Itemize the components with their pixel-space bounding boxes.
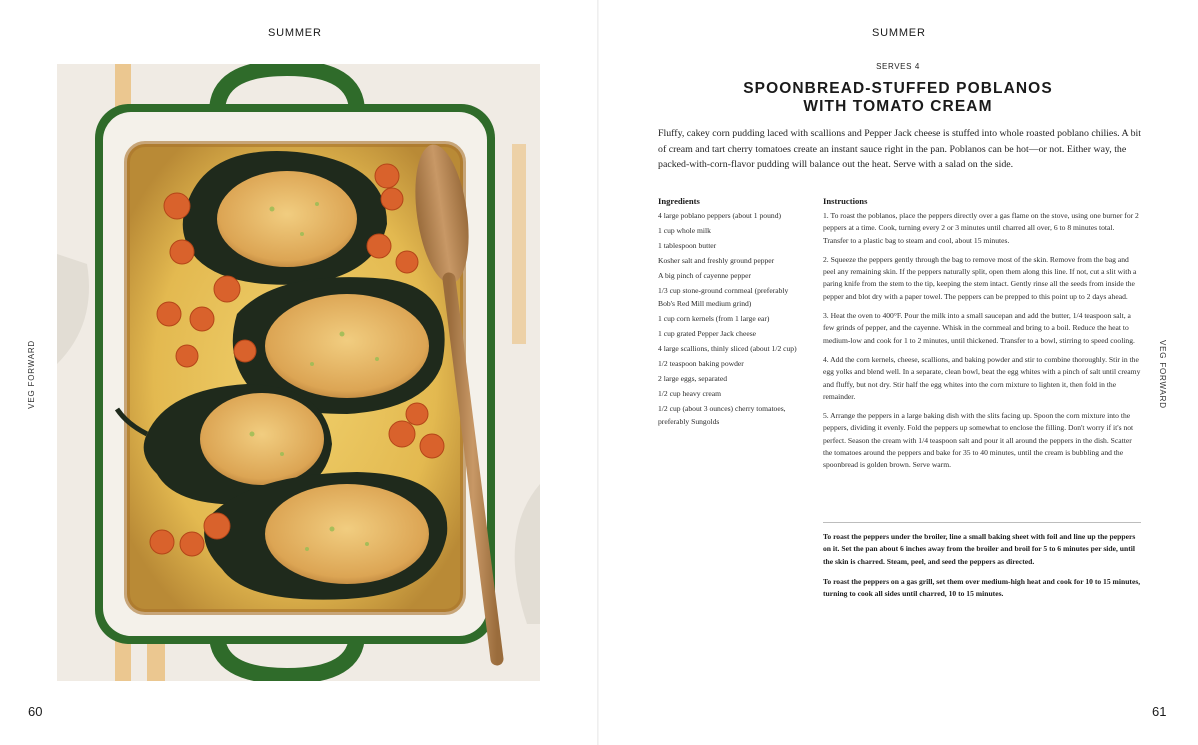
instructions-heading: Instructions bbox=[823, 196, 868, 206]
recipe-photo bbox=[57, 64, 540, 681]
ingredient-item: 1/2 teaspoon baking powder bbox=[658, 359, 744, 369]
side-tab-left: VEG FORWARD bbox=[27, 340, 36, 409]
recipe-title bbox=[648, 80, 1148, 116]
tip-broiler: To roast the peppers under the broiler, line a small baking sheet with foil and line up the peppers on it. Set the pan about 6 inches away from the broiler and broil for 5 to 6 minutes per side, until the skin is charred. Steam, peel, and seed the peppers as directed. bbox=[823, 532, 1136, 566]
serves-label: SERVES 4 bbox=[876, 62, 920, 71]
running-head-left: SUMMER bbox=[268, 27, 322, 39]
ingredient-item: 1 cup whole milk bbox=[658, 226, 711, 236]
ingredient-item: 4 large scallions, thinly sliced (about 1/2 cup) bbox=[658, 344, 797, 354]
page-number-left: 60 bbox=[28, 704, 43, 719]
recipe-intro: Fluffy, cakey corn pudding laced with scallions and Pepper Jack cheese is stuffed into whole roasted poblano chilies. A bit of cream and tart cherry tomatoes create an instant sauce right in the pan. Poblanos can be hot—or not. Either way, the packed-with-corn-flavor pudding will balance out the heat. Serve with a salad on the side. bbox=[658, 128, 1142, 170]
instructions-column bbox=[823, 196, 1141, 479]
ingredient-item: A big pinch of cayenne pepper bbox=[658, 271, 751, 281]
ingredient-item: 1 cup corn kernels (from 1 large ear) bbox=[658, 313, 770, 323]
ingredient-item: 1/3 cup stone-ground cornmeal (preferably Bob's Red Mill medium grind) bbox=[658, 286, 789, 308]
ingredient-item: 4 large poblano peppers (about 1 pound) bbox=[658, 211, 782, 220]
ingredient-item: 2 large eggs, separated bbox=[658, 374, 728, 384]
ingredient-item: 1 tablespoon butter bbox=[658, 241, 717, 251]
instruction-step: 3. Heat the oven to 400°F. Pour the milk into a small saucepan and add the butter, 1/4 teaspoon salt, a few grinds of pepper, and the cayenne. Whisk in the cornmeal and bring to a boil. Reduce the heat to medium-low and cook for 1 to 2 minutes, until thickened. Transfer to a bowl, stirring to speed cooling. bbox=[823, 311, 1135, 345]
page-number-right: 61 bbox=[1152, 704, 1167, 719]
ingredient-item: 1/2 cup heavy cream bbox=[658, 389, 722, 399]
instruction-step: 2. Squeeze the peppers gently through the bag to remove most of the skin. Remove from the bag and peel any remaining skin. If the peppers naturally split, open them along this line. If not, cut a slit with a paring knife from the stem to the tip, keeping the stem intact. Gently rinse all the seeds from inside the pepper and blot dry with a paper towel. The peppers can be prepped to this point up to 2 days ahead. bbox=[823, 254, 1137, 301]
stuffed-poblanos-photo bbox=[57, 64, 540, 681]
tip-gas-grill: To roast the peppers on a gas grill, set them over medium-high heat and cook for 10 to 15 minutes, turning to cook all sides until charred, 10 to 15 minutes. bbox=[823, 576, 1141, 599]
side-tab-right: VEG FORWARD bbox=[1158, 340, 1167, 409]
instruction-step: 5. Arrange the peppers in a large baking dish with the slits facing up. Spoon the corn mixture into the peppers, dividing it evenly. Fold the peppers up somewhat to enclose the filling. Don't worry if it's not perfect. Season the cream with 1/4 teaspoon salt and pour it all around the peppers in the dish. Scatter the tomatoes around the peppers and bake for 35 to 40 minutes, until the cream is bubbling and the spoonbread is golden brown. Serve warm. bbox=[823, 411, 1134, 470]
recipe-title-line-2: WITH TOMATO CREAM bbox=[803, 98, 993, 115]
instruction-step: 1. To roast the poblanos, place the peppers directly over a gas flame on the stove, using one burner for 2 peppers at a time. Cook, turning every 2 or 3 minutes until charred all over, 6 to 8 minutes total. Transfer to a plastic bag to steam and cool, about 15 minutes. bbox=[823, 211, 1139, 245]
ingredients-heading: Ingredients bbox=[658, 196, 700, 206]
tips-section bbox=[823, 531, 1141, 608]
ingredients-column bbox=[658, 196, 804, 431]
running-head-right: SUMMER bbox=[872, 27, 926, 39]
instruction-step: 4. Add the corn kernels, cheese, scallions, and baking powder and stir to combine thoroughly. Stir in the egg yolks and blend well. In a separate, clean bowl, beat the egg whites with a pinch of salt until creamy and fluffy, but not dry. Stir half the egg whites into the corn mixture to lighten it, then fold in the remainder. bbox=[823, 354, 1141, 401]
left-page bbox=[0, 0, 598, 745]
recipe-title-line-1: SPOONBREAD-STUFFED POBLANOS bbox=[743, 80, 1053, 97]
ingredient-item: Kosher salt and freshly ground pepper bbox=[658, 256, 775, 266]
ingredient-item: 1/2 cup (about 3 ounces) cherry tomatoes, preferably Sungolds bbox=[658, 404, 786, 426]
tips-divider bbox=[823, 522, 1141, 523]
ingredient-item: 1 cup grated Pepper Jack cheese bbox=[658, 328, 757, 338]
right-page bbox=[598, 0, 1198, 745]
